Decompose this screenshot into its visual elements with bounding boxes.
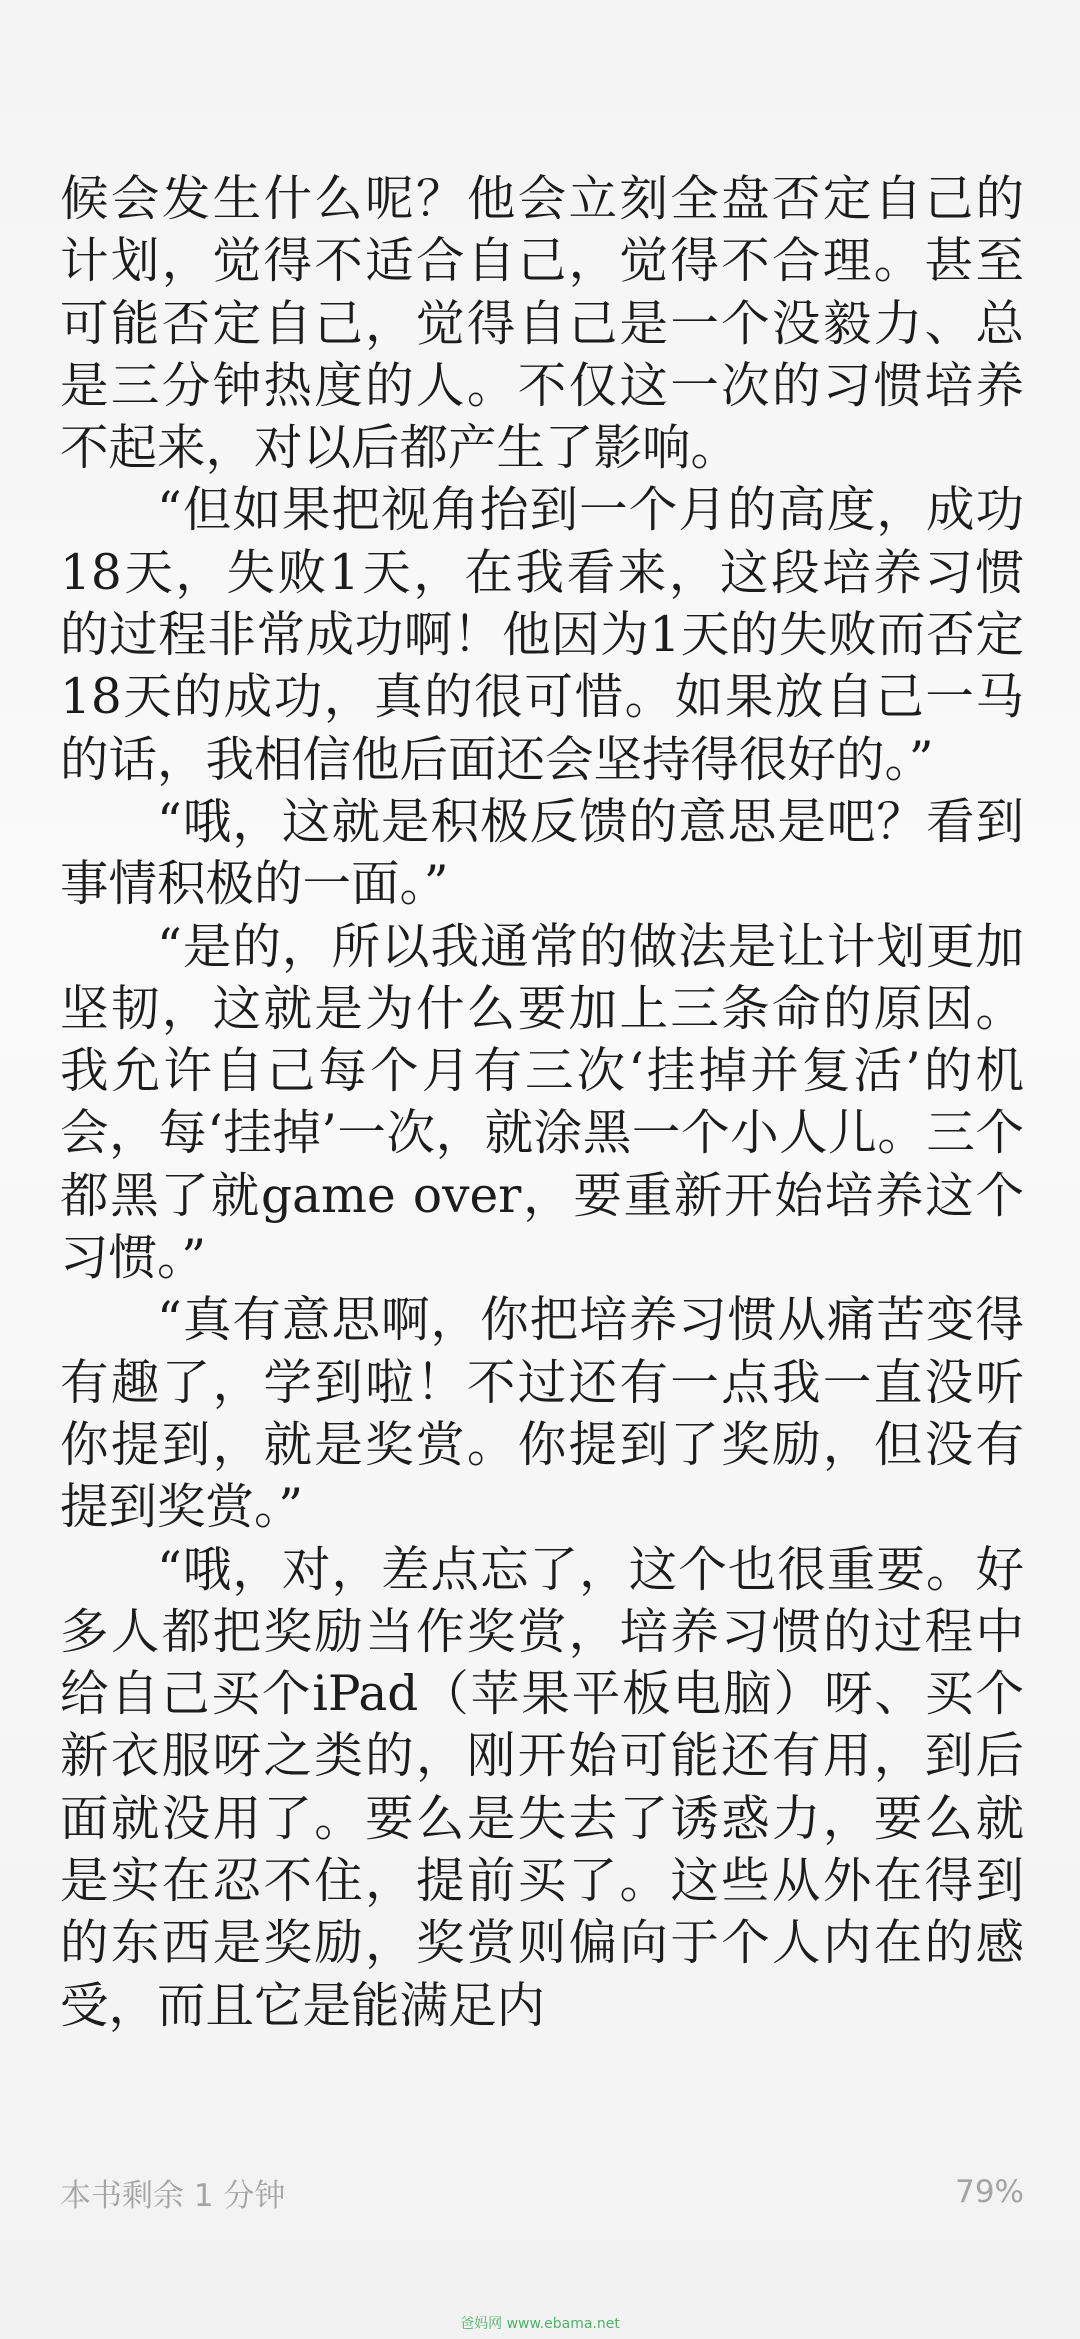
paragraph: 候会发生什么呢？他会立刻全盘否定自己的计划，觉得不适合自己，觉得不合理。甚至可能否定自己，觉得自己是一个没毅力、总是三分钟热度的人。不仅这一次的习惯培养不起来，对以后都产生了影响。 bbox=[60, 171, 1024, 477]
time-remaining: 本书剩余 1 分钟 bbox=[60, 2177, 286, 2214]
paragraph: “哦，这就是积极反馈的意思是吧？看到事情积极的一面。” bbox=[60, 793, 1024, 913]
paragraph: “哦，对，差点忘了，这个也很重要。好多人都把奖励当作奖赏，培养习惯的过程中给自己买个iPad（苹果平板电脑）呀、买个新衣服呀之类的，刚开始可能还有用，到后面就没用了。要么是失去了诱惑力，要么就是实在忍不住，提前买了。这些从外在得到的东西是奖励，奖赏则偏向于个人内在的感受，而且它是能满足内 bbox=[60, 1541, 1024, 2034]
paragraph: “真有意思啊，你把培养习惯从痛苦变得有趣了，学到啦！不过还有一点我一直没听你提到，就是奖赏。你提到了奖励，但没有提到奖赏。” bbox=[60, 1292, 1024, 1536]
paragraph: “是的，所以我通常的做法是让计划更加坚韧，这就是为什么要加上三条命的原因。我允许自己每个月有三次‘挂掉并复活’的机会，每‘挂掉’一次，就涂黑一个小人儿。三个都黑了就game over，要重新开始培养这个习惯。” bbox=[60, 918, 1024, 1287]
watermark-text: 爸妈网 www.ebama.net bbox=[460, 2316, 620, 2332]
paragraph: “但如果把视角抬到一个月的高度，成功18天，失败1天，在我看来，这段培养习惯的过程非常成功啊！他因为1天的失败而否定18天的成功，真的很可惜。如果放自己一马的话，我相信他后面还会坚持得很好的。” bbox=[60, 482, 1024, 788]
book-text bbox=[60, 168, 1024, 2128]
reader-footer bbox=[60, 2170, 1024, 2214]
reading-progress: 79% bbox=[955, 2174, 1024, 2210]
